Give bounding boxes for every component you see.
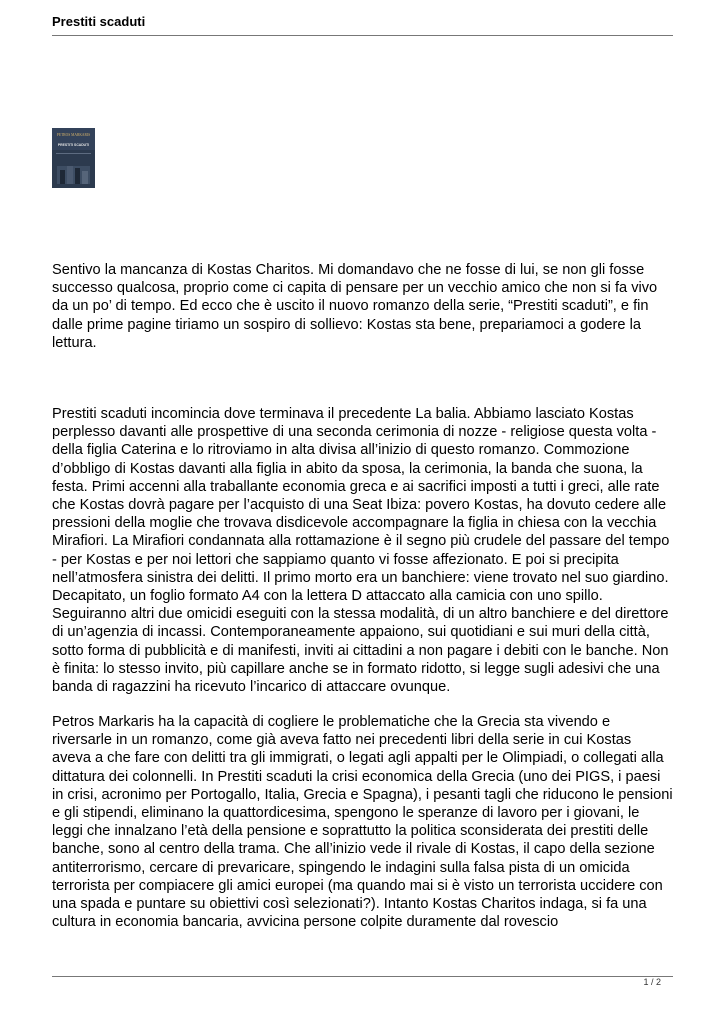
footer-divider [52,976,673,977]
header-divider [52,35,673,36]
paragraph-plot: Prestiti scaduti incomincia dove terminava il precedente La balia. Abbiamo lasciato Kostas perplesso davanti alle prospettive di una seconda cerimonia di nozze - religiose questa volta - della figlia Caterina e lo ritroviamo in alta divisa all’inizio di questo romanzo. Commozione d’obbligo di Kostas davanti alla figlia in abito da sposa, la cerimonia, la banda che suona, la festa. Primi accenni alla traballante economia greca e ai sacrifici imposti a tutti i greci, alle rate che Kostas dovrà pagare per l’acquisto di una Seat Ibiza: povero Kostas, ha dovuto cedere alle pressioni della moglie che trovava disdicevole accompagnare la figlia in chiesa con la vecchia Mirafiori. La Mirafiori condannata alla rottamazione è il segno più crudele del passare del tempo - per Kostas e per noi lettori che sappiamo quanto vi fosse affezionato. E poi si precipita nell’atmosfera sinistra dei delitti. Il primo morto era un banchiere: viene trovato nel suo giardino. Decapitato, un foglio formato A4 con la lettera D attaccato alla camicia con uno spillo. Seguiranno altri due omicidi eseguiti con la stessa modalità, di un altro banchiere e del direttore di un’agenzia di incassi. Contemporaneamente appaiono, sui quotidiani e sui muri della città, sotto forma di pubblicità e di manifesti, inviti ai cittadini a non pagare i debiti con le banche. Non è finita: lo stesso invito, più capillare anche se in formato ridotto, si legge sugli adesivi che una banda di ragazzini ha ricevuto l’incarico di attaccare ovunque. [52,406,670,696]
cover-title: PRESTITI SCADUTI [57,143,90,147]
book-cover-image [52,128,95,188]
paragraph-analysis: Petros Markaris ha la capacità di cogliere le problematiche che la Grecia sta vivendo e riversarle in un romanzo, come già aveva fatto nei precedenti libri della serie in cui Kostas aveva a che fare con delitti tra gli immigrati, o legati agli appalti per le Olimpiadi, o collegati alla dittatura dei colonnelli. In Prestiti scaduti la crisi economica della Grecia (uno dei PIGS, i paesi in crisi, acronimo per Portogallo, Italia, Grecia e Spagna), i pesanti tagli che riducono le pensioni e gli stipendi, eliminano la quattordicesima, spengono le speranze di lavoro per i giovani, le leggi che innalzano l’età della pensione e soprattutto la politica sconsiderata dei prestiti delle banche, sono al centro della trama. Che all’inizio vede il rivale di Kostas, il capo della sezione antiterrorismo, cercare di prevaricare, spingendo le indagini sulla falsa pista di un omicida terrorista per compiacere gli amici europei (ma quando mai si è visto un terrorista uccidere con una spada e puntare su obiettivi così selezionati?). Intanto Kostas Charitos indaga, si fa una cultura in economia bancaria, avvicina persone colpite duramente dal rovescio [52,714,673,931]
paragraph-intro: Sentivo la mancanza di Kostas Charitos. Mi domandavo che ne fosse di lui, se non gli fosse successo qualcosa, proprio come ci capita di pensare per un vecchio amico che non si fa vivo da un po’ di tempo. Ed ecco che è uscito il nuovo romanzo della serie, “Prestiti scaduti”, e fin dalle prime pagine tiriamo un sospiro di sollievo: Kostas sta bene, prepariamoci a godere la lettura. [52,262,658,351]
page-header-title: Prestiti scaduti [52,14,146,29]
page-number: 1 / 2 [643,977,661,987]
cover-author: PETROS MARKARIS [56,133,91,137]
